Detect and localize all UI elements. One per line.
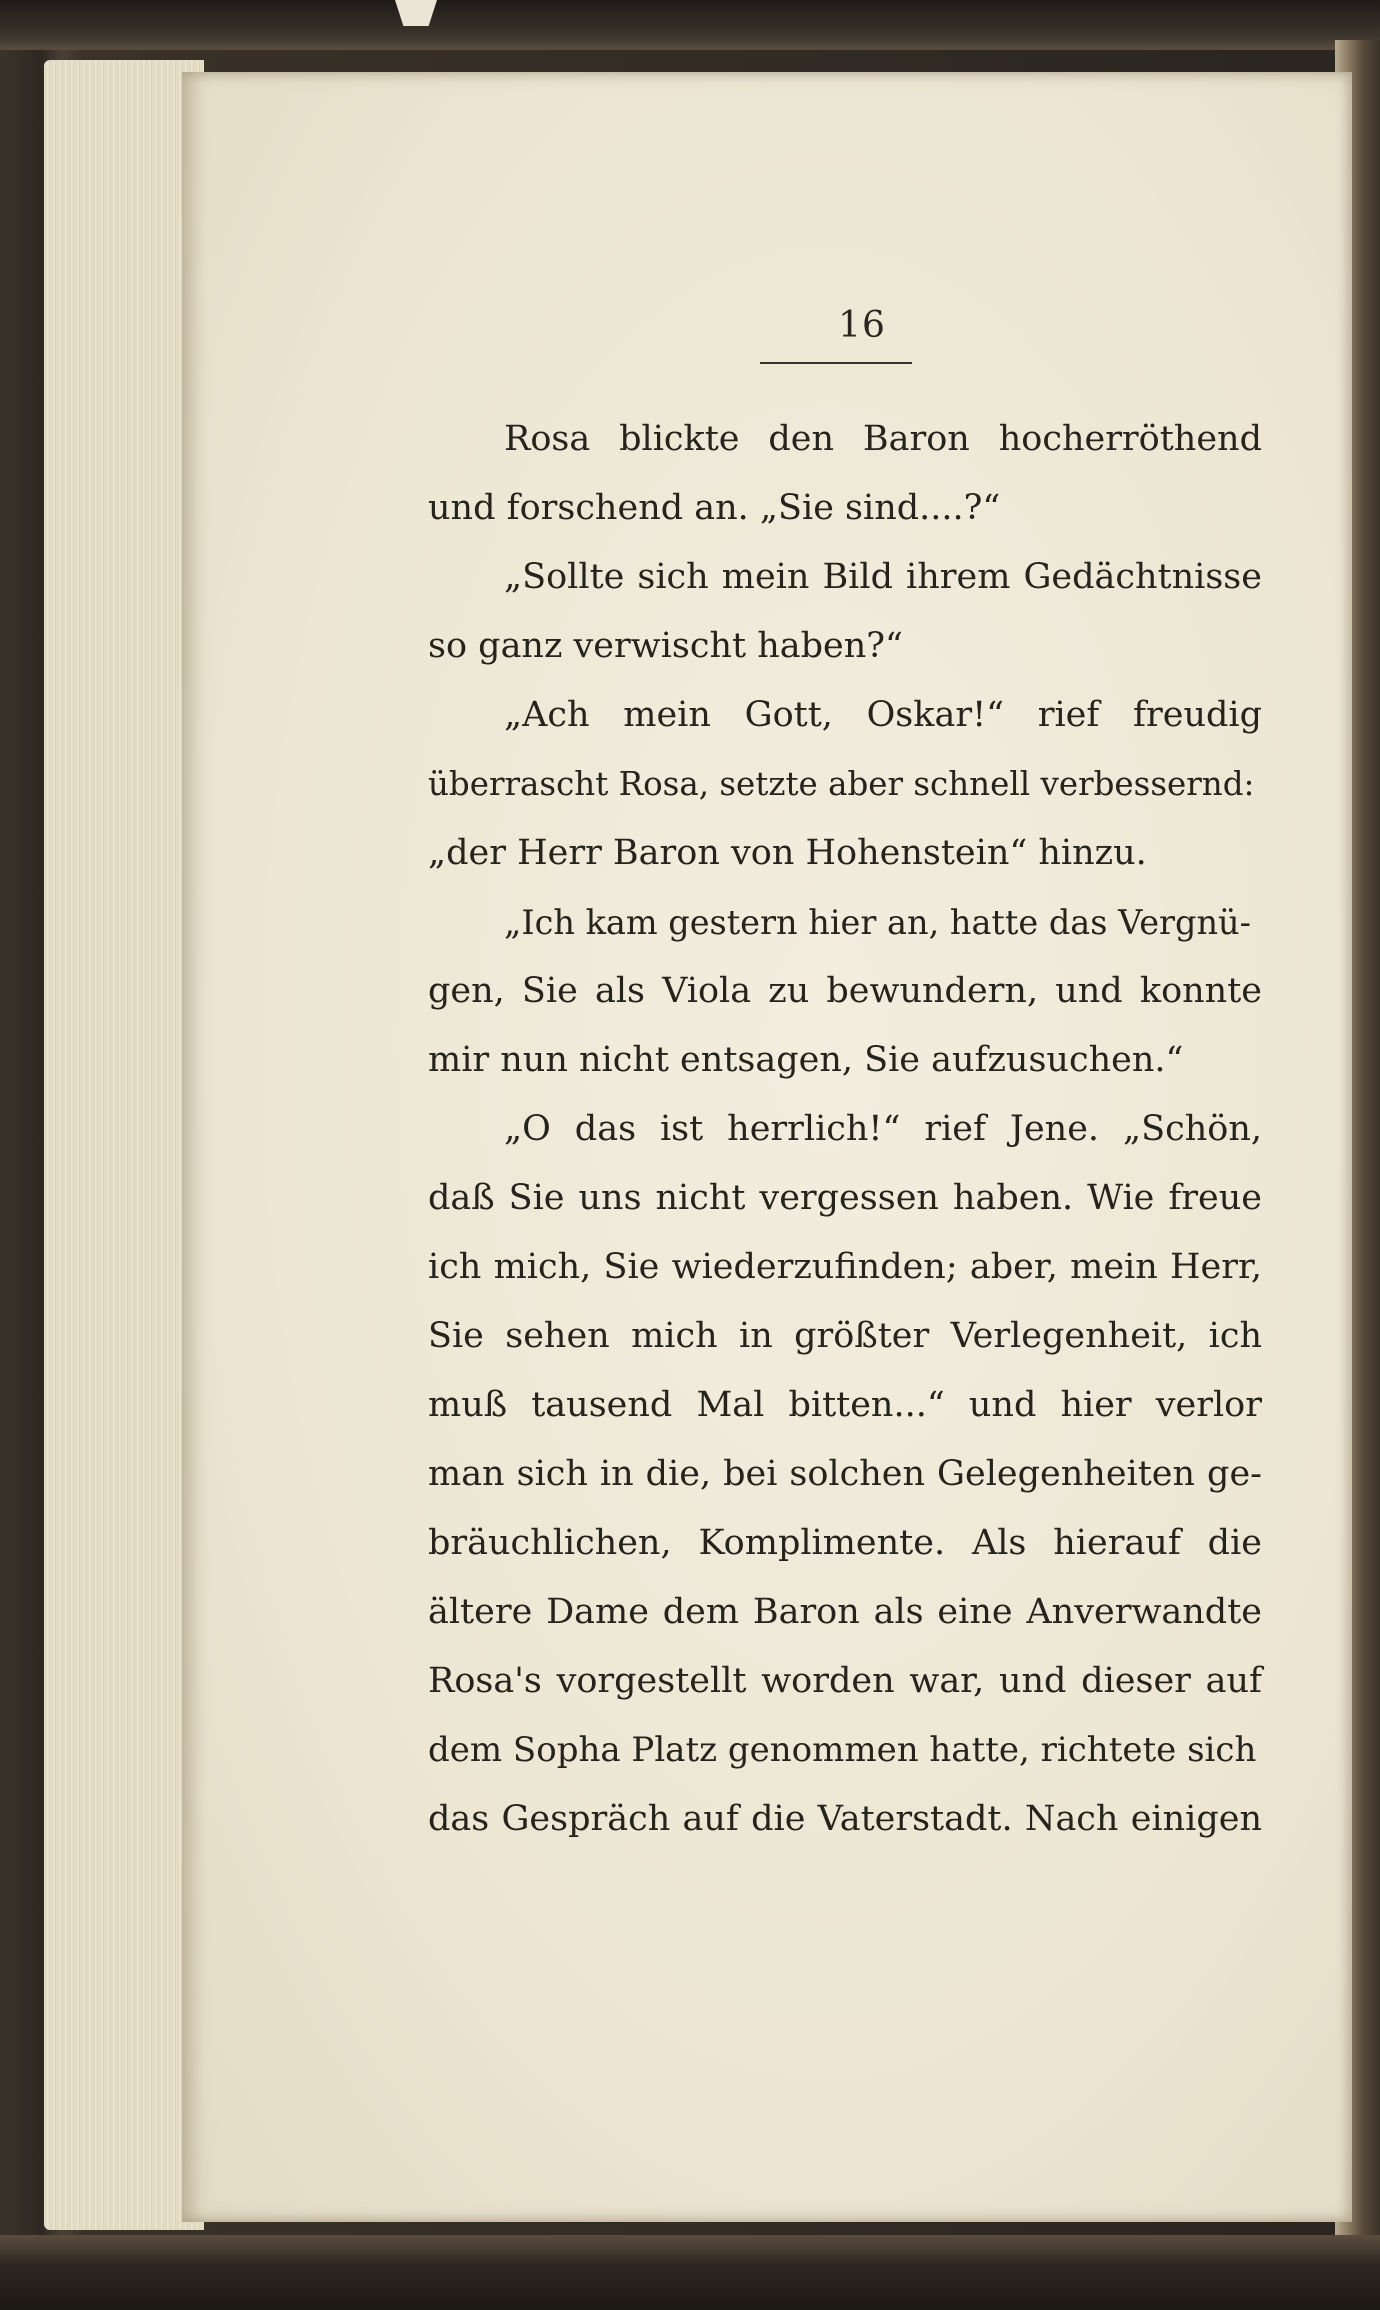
text-line-content: daß Sie uns nicht vergessen haben. Wie freue xyxy=(428,1178,1262,1218)
text-line xyxy=(428,543,1262,612)
text-line xyxy=(428,1509,1262,1578)
text-line xyxy=(428,1233,1262,1302)
text-line-content: das Gespräch auf die Vaterstadt. Nach einigen xyxy=(428,1799,1262,1839)
text-line xyxy=(428,1026,1262,1095)
text-line-content: muß tausend Mal bitten...“ und hier verlor xyxy=(428,1385,1262,1425)
text-line-content: dem Sopha Platz genommen hatte, richtete sich xyxy=(428,1730,1257,1770)
page-edges xyxy=(44,60,204,2230)
text-line-content: „Sollte sich mein Bild ihrem Gedächtnisse xyxy=(504,557,1262,597)
text-line-content: ich mich, Sie wiederzufinden; aber, mein Herr, xyxy=(428,1247,1262,1287)
text-line xyxy=(428,612,1262,681)
page-number-rule xyxy=(760,362,912,364)
text-line-content: bräuchlichen, Komplimente. Als hierauf die xyxy=(428,1523,1262,1563)
text-line xyxy=(428,681,1262,750)
text-line-content: ältere Dame dem Baron als eine Anverwandte xyxy=(428,1592,1262,1632)
text-line xyxy=(428,474,1262,543)
text-line xyxy=(428,1095,1262,1164)
text-line-content: „Ach mein Gott, Oskar!“ rief freudig xyxy=(504,695,1262,735)
text-line-content: so ganz verwischt haben?“ xyxy=(428,626,903,666)
text-line xyxy=(428,1164,1262,1233)
cover-board-top xyxy=(0,0,1380,50)
text-line-content: Sie sehen mich in größter Verlegenheit, ich xyxy=(428,1316,1262,1356)
text-line-content: Rosa's vorgestellt worden war, und dieser auf xyxy=(428,1661,1262,1701)
text-line-content: und forschend an. „Sie sind....?“ xyxy=(428,488,1001,528)
text-line xyxy=(428,1647,1262,1716)
text-line xyxy=(428,1716,1262,1785)
text-line xyxy=(428,957,1262,1026)
text-line xyxy=(428,1440,1262,1509)
text-line xyxy=(428,819,1262,888)
text-line-content: „der Herr Baron von Hohenstein“ hinzu. xyxy=(428,833,1147,873)
text-line xyxy=(428,750,1262,819)
page-number: 16 xyxy=(838,305,886,346)
text-line-content: man sich in die, bei solchen Gelegenheiten ge- xyxy=(428,1454,1262,1494)
text-line xyxy=(428,1302,1262,1371)
text-line xyxy=(428,1578,1262,1647)
text-line-content: „Ich kam gestern hier an, hatte das Vergnü- xyxy=(504,903,1251,942)
text-line-content: mir nun nicht entsagen, Sie aufzusuchen.“ xyxy=(428,1040,1184,1080)
text-line-content: gen, Sie als Viola zu bewundern, und konnte xyxy=(428,971,1262,1011)
text-line xyxy=(428,1785,1262,1854)
text-line-content: „O das ist herrlich!“ rief Jene. „Schön, xyxy=(504,1109,1262,1149)
text-line-content: überrascht Rosa, setzte aber schnell verbessernd: xyxy=(428,765,1255,803)
text-line xyxy=(428,1371,1262,1440)
cover-board-bottom xyxy=(0,2235,1380,2310)
body-text xyxy=(428,405,1262,1854)
text-line xyxy=(428,405,1262,474)
text-line-content: Rosa blickte den Baron hocherröthend xyxy=(504,419,1262,459)
text-line xyxy=(428,888,1262,957)
